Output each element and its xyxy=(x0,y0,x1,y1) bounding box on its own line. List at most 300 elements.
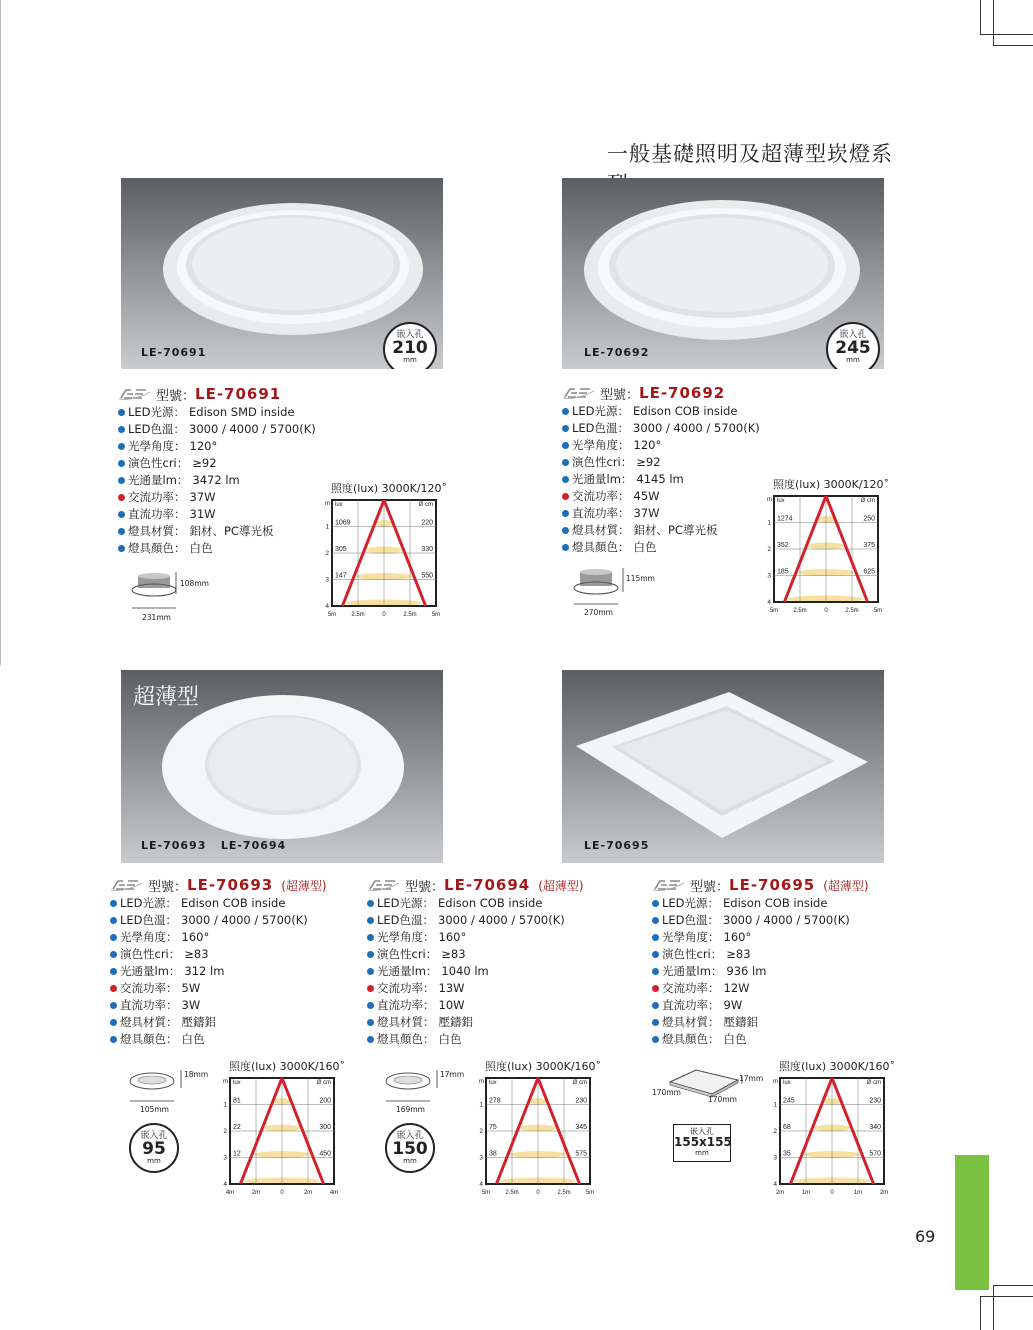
crop-mark xyxy=(980,34,1033,35)
spec-row xyxy=(110,912,327,929)
spec-label: 燈具材質： xyxy=(377,1015,435,1029)
bullet-icon xyxy=(118,443,125,450)
bullet-icon xyxy=(110,968,117,975)
lux-value: 352 xyxy=(777,542,789,549)
product-photo-70692 xyxy=(562,178,884,369)
diameter-header: Ø cm xyxy=(418,502,433,508)
axis-unit-m: m xyxy=(767,497,772,503)
diameter-value: 570 xyxy=(869,1150,881,1158)
cutout-label: 嵌入孔 xyxy=(690,1127,714,1136)
bullet-icon xyxy=(118,511,125,518)
x-tick-label: 2m xyxy=(879,1190,889,1196)
y-tick-label: 4 xyxy=(223,1181,227,1188)
photo-title: 超薄型 xyxy=(133,685,200,710)
dimension-diagram-70692 xyxy=(566,564,666,624)
le-logo-icon xyxy=(652,878,686,892)
crop-mark xyxy=(980,1296,1033,1297)
lux-value: 35 xyxy=(783,1150,791,1158)
model-label: 型號： xyxy=(600,387,640,403)
cutout-label: 嵌入孔 xyxy=(140,1131,168,1141)
spec-value: 37W xyxy=(189,490,216,504)
cutout-value: 95 xyxy=(142,1139,166,1159)
x-tick-label: 2.5m xyxy=(557,1190,571,1196)
cutout-unit: mm xyxy=(403,1157,417,1165)
y-tick-label: 1 xyxy=(479,1101,483,1109)
spec-row xyxy=(118,455,316,472)
illuminance-chart-svg xyxy=(762,490,892,620)
model-heading xyxy=(562,383,760,403)
spec-row xyxy=(652,980,869,997)
bullet-icon xyxy=(118,460,125,467)
spec-value: 壓鑄鋁 xyxy=(438,1015,473,1029)
spec-row xyxy=(367,1014,584,1031)
spec-row xyxy=(110,895,327,912)
diameter-value: 330 xyxy=(421,546,433,553)
y-tick-label: 3 xyxy=(325,576,329,584)
spec-row xyxy=(367,912,584,929)
spec-value: 4145 lm xyxy=(636,472,684,486)
x-tick-label: 2.5m xyxy=(403,612,417,618)
bullet-icon xyxy=(367,917,374,924)
bullet-icon xyxy=(562,527,569,534)
depth-dimension: 170mm xyxy=(652,1088,681,1097)
y-tick-label: 2 xyxy=(773,1128,777,1135)
le-logo-icon xyxy=(367,878,401,892)
bullet-icon xyxy=(110,900,117,907)
page-number: 69 xyxy=(915,1227,936,1246)
x-tick-label: 5m xyxy=(327,612,337,618)
spec-label: LED色溫： xyxy=(120,913,178,927)
y-tick-label: 2 xyxy=(479,1128,483,1135)
illuminance-chart-70691 xyxy=(320,494,450,624)
spec-value: ≥83 xyxy=(726,947,751,961)
bullet-icon xyxy=(652,934,659,941)
lux-header: lux xyxy=(335,502,343,508)
bullet-icon xyxy=(562,544,569,551)
cutout-size-badge xyxy=(383,322,437,369)
spec-row xyxy=(562,505,760,522)
bullet-icon xyxy=(110,1036,117,1043)
spec-value: Edison COB inside xyxy=(633,404,738,418)
illuminance-chart-70693 xyxy=(218,1072,348,1202)
product-photo-70695 xyxy=(562,670,884,863)
y-tick-label: 2 xyxy=(223,1128,227,1135)
spec-row xyxy=(367,997,584,1014)
x-tick-label: 1m xyxy=(801,1190,811,1196)
chart-title: 照度(lux) 3000K/160˚ xyxy=(485,1060,602,1073)
spec-row xyxy=(652,946,869,963)
height-dimension: 18mm xyxy=(184,1070,209,1079)
bullet-icon xyxy=(367,968,374,975)
spec-row xyxy=(652,963,869,980)
spec-value: 白色 xyxy=(181,1032,205,1046)
spec-value: 白色 xyxy=(189,541,213,555)
model-code: LE-70692 xyxy=(639,384,726,402)
diameter-value: 450 xyxy=(319,1150,331,1158)
lux-header: lux xyxy=(777,498,785,504)
spec-row xyxy=(562,437,760,454)
square-panel-image xyxy=(562,670,884,863)
spec-value: 鋁材、PC導光板 xyxy=(189,524,274,538)
lux-value: 1069 xyxy=(335,519,351,527)
spec-value: 3000 / 4000 / 5700(K) xyxy=(633,421,760,435)
spec-label: 光學角度： xyxy=(662,930,720,944)
lux-value: 185 xyxy=(777,568,789,576)
spec-row xyxy=(562,454,760,471)
y-tick-label: 1 xyxy=(223,1101,227,1109)
spec-value: Edison COB inside xyxy=(438,896,543,910)
spec-label: 演色性cri： xyxy=(128,456,189,470)
spec-row xyxy=(367,1031,584,1048)
illuminance-chart-svg xyxy=(320,494,450,624)
spec-label: 直流功率： xyxy=(120,998,178,1012)
spec-block-70694 xyxy=(367,875,584,1048)
bullet-icon xyxy=(118,409,125,416)
bullet-icon xyxy=(367,1002,374,1009)
dimension-diagram-70691 xyxy=(124,566,224,626)
x-tick-label: 2m xyxy=(251,1190,261,1196)
spec-row xyxy=(110,1014,327,1031)
lux-header: lux xyxy=(233,1080,241,1086)
spec-row xyxy=(110,1031,327,1048)
diameter-value: 300 xyxy=(319,1124,331,1131)
spec-row xyxy=(118,506,316,523)
spec-row xyxy=(562,539,760,556)
spec-label: 光通量lm： xyxy=(128,473,189,487)
spec-label: LED色溫： xyxy=(377,913,435,927)
spec-row xyxy=(562,471,760,488)
spec-row xyxy=(562,420,760,437)
spec-label: 光學角度： xyxy=(128,439,186,453)
bullet-icon xyxy=(110,1002,117,1009)
bullet-icon xyxy=(367,1019,374,1026)
x-tick-label: 5m xyxy=(769,608,779,614)
illuminance-chart-70692 xyxy=(762,490,892,620)
spec-label: 直流功率： xyxy=(377,998,435,1012)
y-tick-label: 3 xyxy=(223,1154,227,1162)
cutout-label: 嵌入孔 xyxy=(396,1131,424,1141)
diameter-value: 200 xyxy=(319,1097,331,1105)
spec-value: 壓鑄鋁 xyxy=(723,1015,758,1029)
spec-value: 45W xyxy=(633,489,660,503)
spec-row xyxy=(652,895,869,912)
bullet-icon xyxy=(562,510,569,517)
model-heading xyxy=(367,875,584,895)
illuminance-chart-svg xyxy=(474,1072,604,1202)
bullet-icon xyxy=(367,985,374,992)
spec-value: 120° xyxy=(189,439,218,453)
spec-value: Edison COB inside xyxy=(181,896,286,910)
spec-value: 3472 lm xyxy=(192,473,240,487)
spec-value: ≥83 xyxy=(184,947,209,961)
spec-value: ≥92 xyxy=(636,455,661,469)
x-tick-label: 2m xyxy=(303,1190,313,1196)
spec-value: 白色 xyxy=(438,1032,462,1046)
spec-row xyxy=(367,929,584,946)
le-logo-icon xyxy=(562,386,596,400)
spec-value: 31W xyxy=(189,507,216,521)
photo-label: LE-70691 xyxy=(141,346,207,359)
spec-value: 3000 / 4000 / 5700(K) xyxy=(723,913,850,927)
diameter-header: Ø cm xyxy=(860,498,875,504)
photo-label: LE-70692 xyxy=(584,346,650,359)
dimension-diagram-70695 xyxy=(648,1062,773,1112)
spec-value: 120° xyxy=(633,438,662,452)
spec-row xyxy=(652,912,869,929)
spec-label: 光通量lm： xyxy=(662,964,723,978)
spec-label: 光學角度： xyxy=(377,930,435,944)
x-tick-label: 0 xyxy=(382,612,386,618)
diameter-value: 230 xyxy=(869,1097,881,1105)
bullet-icon xyxy=(118,426,125,433)
spec-value: ≥83 xyxy=(441,947,466,961)
spec-value: 160° xyxy=(438,930,467,944)
y-tick-label: 2 xyxy=(767,546,771,553)
bullet-icon xyxy=(652,968,659,975)
cutout-size-badge xyxy=(826,322,880,369)
height-dimension: 115mm xyxy=(626,574,655,583)
x-tick-label: 2.5m xyxy=(845,608,859,614)
width-dimension: 169mm xyxy=(396,1105,425,1114)
x-tick-label: 2.5m xyxy=(351,612,365,618)
spec-block-70692 xyxy=(562,383,760,556)
bullet-icon xyxy=(118,477,125,484)
spec-value: 白色 xyxy=(723,1032,747,1046)
x-tick-label: 4m xyxy=(329,1190,339,1196)
lux-value: 278 xyxy=(489,1097,501,1105)
y-tick-label: 3 xyxy=(479,1154,483,1162)
illuminance-chart-70695 xyxy=(768,1072,898,1202)
x-tick-label: 4m xyxy=(225,1190,235,1196)
spec-value: 鋁材、PC導光板 xyxy=(633,523,718,537)
spec-value: 3W xyxy=(181,998,201,1012)
model-code: LE-70691 xyxy=(195,385,282,403)
crop-mark xyxy=(993,1285,1033,1286)
photo-label: LE-70695 xyxy=(584,839,650,852)
illuminance-chart-70694 xyxy=(474,1072,604,1202)
chart-title: 照度(lux) 3000K/120˚ xyxy=(331,482,448,495)
model-code: LE-70695 xyxy=(729,876,816,894)
lux-value: 245 xyxy=(783,1097,795,1105)
spec-row xyxy=(652,929,869,946)
spec-label: 交流功率： xyxy=(128,490,186,504)
model-heading xyxy=(118,384,316,404)
crop-mark xyxy=(980,1296,981,1330)
spec-label: 燈具顏色： xyxy=(128,541,186,555)
spec-label: 光學角度： xyxy=(572,438,630,452)
spec-value: 13W xyxy=(438,981,465,995)
bullet-icon xyxy=(652,917,659,924)
bullet-icon xyxy=(562,459,569,466)
le-logo-icon xyxy=(118,387,152,401)
spec-label: LED光源： xyxy=(377,896,435,910)
chart-title: 照度(lux) 3000K/160˚ xyxy=(229,1060,346,1073)
diameter-value: 550 xyxy=(421,572,433,580)
width-dimension: 231mm xyxy=(142,613,171,622)
spec-label: LED色溫： xyxy=(662,913,720,927)
bullet-icon xyxy=(562,442,569,449)
spec-row xyxy=(110,929,327,946)
x-tick-label: 2.5m xyxy=(793,608,807,614)
photo-label: LE-70693 LE-70694 xyxy=(141,839,287,852)
spec-label: LED光源： xyxy=(128,405,186,419)
bullet-icon xyxy=(367,951,374,958)
spec-value: ≥92 xyxy=(192,456,217,470)
spec-label: 演色性cri： xyxy=(377,947,438,961)
cutout-size-badge-70695 xyxy=(673,1124,731,1162)
spec-label: 演色性cri： xyxy=(662,947,723,961)
spec-label: 燈具顏色： xyxy=(662,1032,720,1046)
bullet-icon xyxy=(110,985,117,992)
lux-value: 305 xyxy=(335,546,347,553)
lux-value: 68 xyxy=(783,1124,791,1131)
lux-value: 38 xyxy=(489,1150,497,1158)
spec-row xyxy=(110,963,327,980)
model-code: LE-70693 xyxy=(187,876,274,894)
model-heading xyxy=(110,875,327,895)
y-tick-label: 2 xyxy=(325,550,329,557)
y-tick-label: 4 xyxy=(479,1181,483,1188)
bullet-icon xyxy=(652,1002,659,1009)
diameter-header: Ø cm xyxy=(866,1080,881,1086)
spec-value: 160° xyxy=(723,930,752,944)
cutout-label: 嵌入孔 xyxy=(839,330,867,340)
bullet-icon xyxy=(118,545,125,552)
y-tick-label: 3 xyxy=(767,572,771,580)
spec-value: 1040 lm xyxy=(441,964,489,978)
spec-block-70691 xyxy=(118,384,316,557)
spec-row xyxy=(110,997,327,1014)
spec-value: 9W xyxy=(723,998,743,1012)
crop-mark xyxy=(980,0,981,35)
spec-value: 5W xyxy=(181,981,201,995)
spec-value: 壓鑄鋁 xyxy=(181,1015,216,1029)
diameter-value: 220 xyxy=(421,519,433,527)
axis-unit-m: m xyxy=(325,501,330,507)
bullet-icon xyxy=(110,934,117,941)
chart-title: 照度(lux) 3000K/120˚ xyxy=(773,478,890,491)
x-tick-label: 5m xyxy=(431,612,441,618)
cutout-value: 155x155 xyxy=(674,1135,732,1149)
bullet-icon xyxy=(110,1019,117,1026)
y-tick-label: 4 xyxy=(773,1181,777,1188)
spec-label: 燈具材質： xyxy=(120,1015,178,1029)
x-tick-label: 5m xyxy=(481,1190,491,1196)
edge-line xyxy=(0,0,1,665)
spec-row xyxy=(118,523,316,540)
spec-row xyxy=(367,980,584,997)
diameter-value: 625 xyxy=(863,568,875,576)
cutout-value: 245 xyxy=(835,338,871,358)
diameter-value: 375 xyxy=(863,542,875,549)
lux-value: 75 xyxy=(489,1124,497,1131)
dimension-diagram-70694 xyxy=(380,1064,470,1114)
cutout-size-badge-70694 xyxy=(385,1123,435,1173)
height-dimension: 17mm xyxy=(440,1070,465,1079)
crop-mark xyxy=(993,45,1033,46)
spec-label: 交流功率： xyxy=(662,981,720,995)
y-tick-label: 4 xyxy=(325,603,329,610)
width-dimension: 270mm xyxy=(584,608,613,617)
diameter-value: 230 xyxy=(575,1097,587,1105)
spec-row xyxy=(110,980,327,997)
spec-label: 交流功率： xyxy=(377,981,435,995)
illuminance-chart-svg xyxy=(768,1072,898,1202)
product-photo-70691 xyxy=(121,178,443,369)
spec-label: 燈具顏色： xyxy=(572,540,630,554)
spec-label: 演色性cri： xyxy=(572,455,633,469)
bullet-icon xyxy=(652,900,659,907)
spec-label: 演色性cri： xyxy=(120,947,181,961)
bullet-icon xyxy=(367,934,374,941)
spec-row xyxy=(562,403,760,420)
lux-value: 12 xyxy=(233,1150,241,1158)
spec-label: 光通量lm： xyxy=(572,472,633,486)
axis-unit-m: m xyxy=(773,1079,778,1085)
cutout-unit: mm xyxy=(403,356,417,364)
illuminance-chart-svg xyxy=(218,1072,348,1202)
page-title: 一般基礎照明及超薄型崁燈系 xyxy=(607,142,893,166)
spec-label: 光學角度： xyxy=(120,930,178,944)
spec-row xyxy=(110,946,327,963)
spec-row xyxy=(118,404,316,421)
spec-label: 直流功率： xyxy=(572,506,630,520)
spec-row xyxy=(562,522,760,539)
lux-header: lux xyxy=(489,1080,497,1086)
x-tick-label: 0 xyxy=(280,1190,284,1196)
spec-row xyxy=(367,963,584,980)
model-heading xyxy=(652,875,869,895)
lux-value: 22 xyxy=(233,1124,241,1131)
spec-value: Edison COB inside xyxy=(723,896,828,910)
spec-value: 936 lm xyxy=(726,964,767,978)
diameter-value: 575 xyxy=(575,1150,587,1158)
bullet-icon xyxy=(652,1036,659,1043)
spec-label: 直流功率： xyxy=(128,507,186,521)
spec-row xyxy=(652,1014,869,1031)
dimension-diagram-70693 xyxy=(124,1064,214,1114)
cutout-unit: mm xyxy=(147,1157,161,1165)
model-code: LE-70694 xyxy=(444,876,531,894)
spec-label: 燈具材質： xyxy=(572,523,630,537)
spec-label: 交流功率： xyxy=(572,489,630,503)
x-tick-label: 5m xyxy=(585,1190,595,1196)
lux-value: 81 xyxy=(233,1097,241,1105)
model-tag: (超薄型) xyxy=(538,878,584,893)
spec-label: 光通量lm： xyxy=(377,964,438,978)
spec-value: 160° xyxy=(181,930,210,944)
le-logo-icon xyxy=(110,878,144,892)
section-tab xyxy=(955,1155,989,1290)
x-tick-label: 2.5m xyxy=(505,1190,519,1196)
bullet-icon xyxy=(367,900,374,907)
diameter-value: 250 xyxy=(863,515,875,523)
bullet-icon xyxy=(652,985,659,992)
lux-value: 147 xyxy=(335,572,347,580)
bullet-icon xyxy=(562,408,569,415)
diameter-value: 345 xyxy=(575,1124,587,1131)
chart-title: 照度(lux) 3000K/160˚ xyxy=(779,1060,896,1073)
model-tag: (超薄型) xyxy=(823,878,869,893)
height-dimension: 108mm xyxy=(180,579,209,588)
spec-label: 燈具顏色： xyxy=(120,1032,178,1046)
spec-row xyxy=(118,421,316,438)
spec-value: 12W xyxy=(723,981,750,995)
bullet-icon xyxy=(367,1036,374,1043)
spec-label: LED光源： xyxy=(572,404,630,418)
spec-block-70695 xyxy=(652,875,869,1048)
diameter-header: Ø cm xyxy=(316,1080,331,1086)
